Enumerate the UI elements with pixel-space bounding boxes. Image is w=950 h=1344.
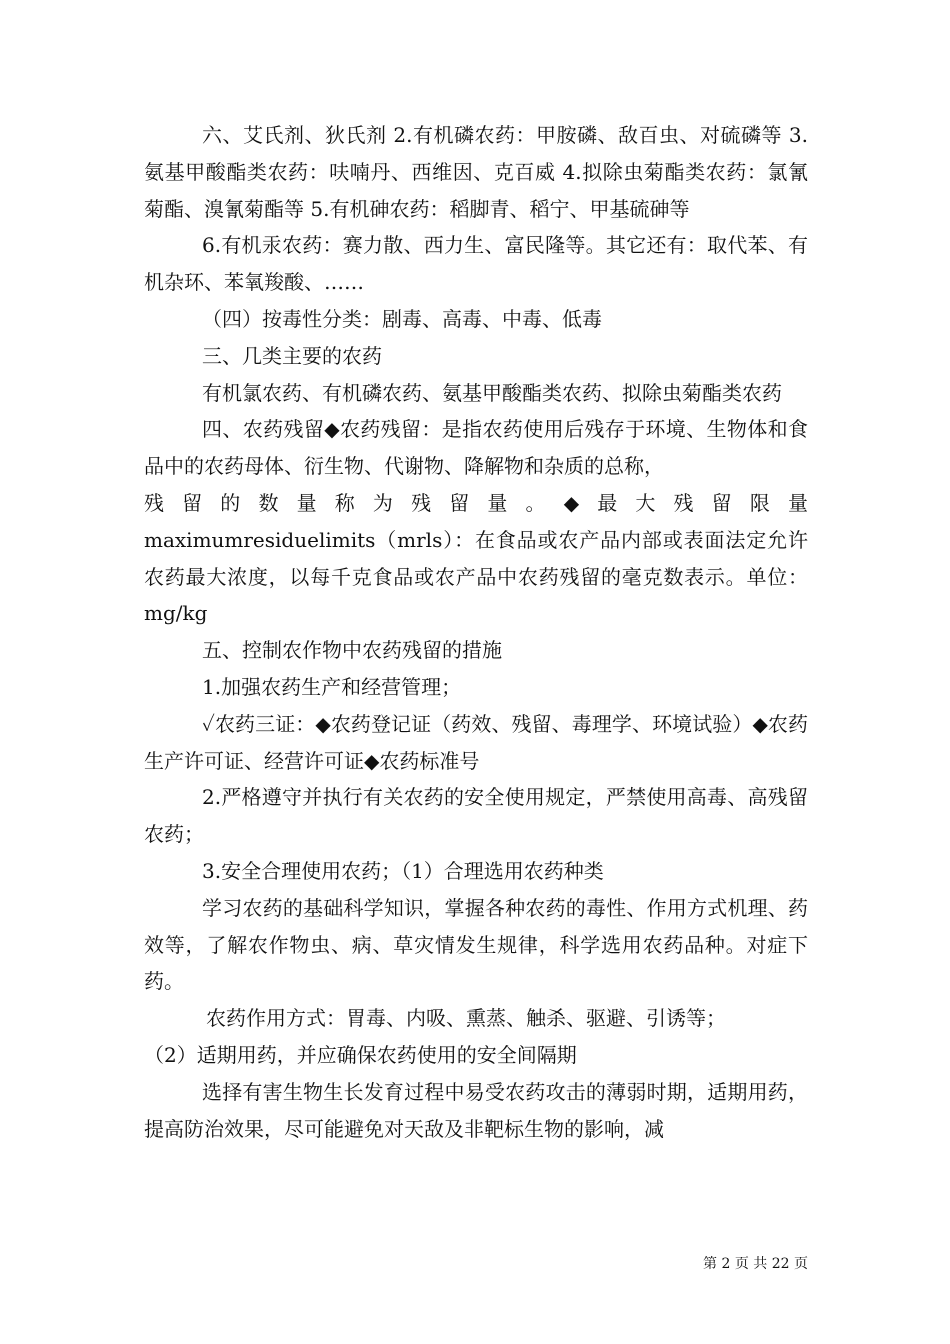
paragraph-residue-amount: 残留的数量称为残留量。◆最大残留限量 [144,490,808,515]
paragraph-toxicity-classification: （四）按毒性分类：剧毒、高毒、中毒、低毒 [202,306,602,331]
paragraph-main-pesticides: 有机氯农药、有机磷农药、氨基甲酸酯类农药、拟除虫菊酯类农药 [202,380,782,405]
paragraph-measure-2: 2.严格遵守并执行有关农药的安全使用规定，严禁使用高毒、高残留农药； [144,785,808,847]
section-heading-main-pesticides: 三、几类主要的农药 [202,343,382,368]
paragraph-mrls-definition: maximumresiduelimits（mrls）：在食品或农产品内部或表面法定允许农药最大浓度，以每千克食品或农产品中农药残留的毫克数表示。单位：mg/kg [144,527,808,626]
paragraph-measure-1: 1.加强农药生产和经营管理； [202,674,462,699]
document-body [144,117,808,1147]
paragraph-measure-3: 3.安全合理使用农药；（1）合理选用农药种类 [202,858,604,883]
paragraph-mode-of-action: 农药作用方式：胃毒、内吸、熏蒸、触杀、驱避、引诱等； [206,1006,726,1031]
paragraph-three-certificates: ✓农药三证：◆农药登记证（药效、残留、毒理学、环境试验）◆农药生产许可证、经营许可证◆农药标准号 [144,711,808,773]
paragraph-vulnerable-period: 选择有害生物生长发育过程中易受农药攻击的薄弱时期，适期用药，提高防治效果，尽可能避免对天敌及非靶标生物的影响，减 [144,1079,808,1141]
paragraph-timely-application: （2）适期用药，并应确保农药使用的安全间隔期 [144,1042,577,1067]
paragraph-organic-mercury: 6.有机汞农药：赛力散、西力生、富民隆等。其它还有：取代苯、有机杂环、苯氧羧酸、…… [144,233,808,295]
paragraph-learn-pesticide-knowledge: 学习农药的基础科学知识，掌握各种农药的毒性、作用方式机理、药效等，了解农作物虫、病、草灾情发生规律，科学选用农药品种。对症下药。 [144,895,808,994]
section-heading-pesticide-residue: 四、农药残留◆农药残留：是指农药使用后残存于环境、生物体和食品中的农药母体、衍生物、代谢物、降解物和杂质的总称， [144,417,808,479]
page-number: 第 2 页 共 22 页 [703,1256,808,1272]
paragraph-pesticide-classes: 六、艾氏剂、狄氏剂 2.有机磷农药：甲胺磷、敌百虫、对硫磷等 3.氨基甲酸酯类农药：呋喃丹、西维因、克百威 4.拟除虫菊酯类农药：氯氰菊酯、溴氰菊酯等 5.有机砷农药：稻脚青、稻宁、甲基硫砷等 [144,123,808,221]
section-heading-control-measures: 五、控制农作物中农药残留的措施 [202,638,502,663]
